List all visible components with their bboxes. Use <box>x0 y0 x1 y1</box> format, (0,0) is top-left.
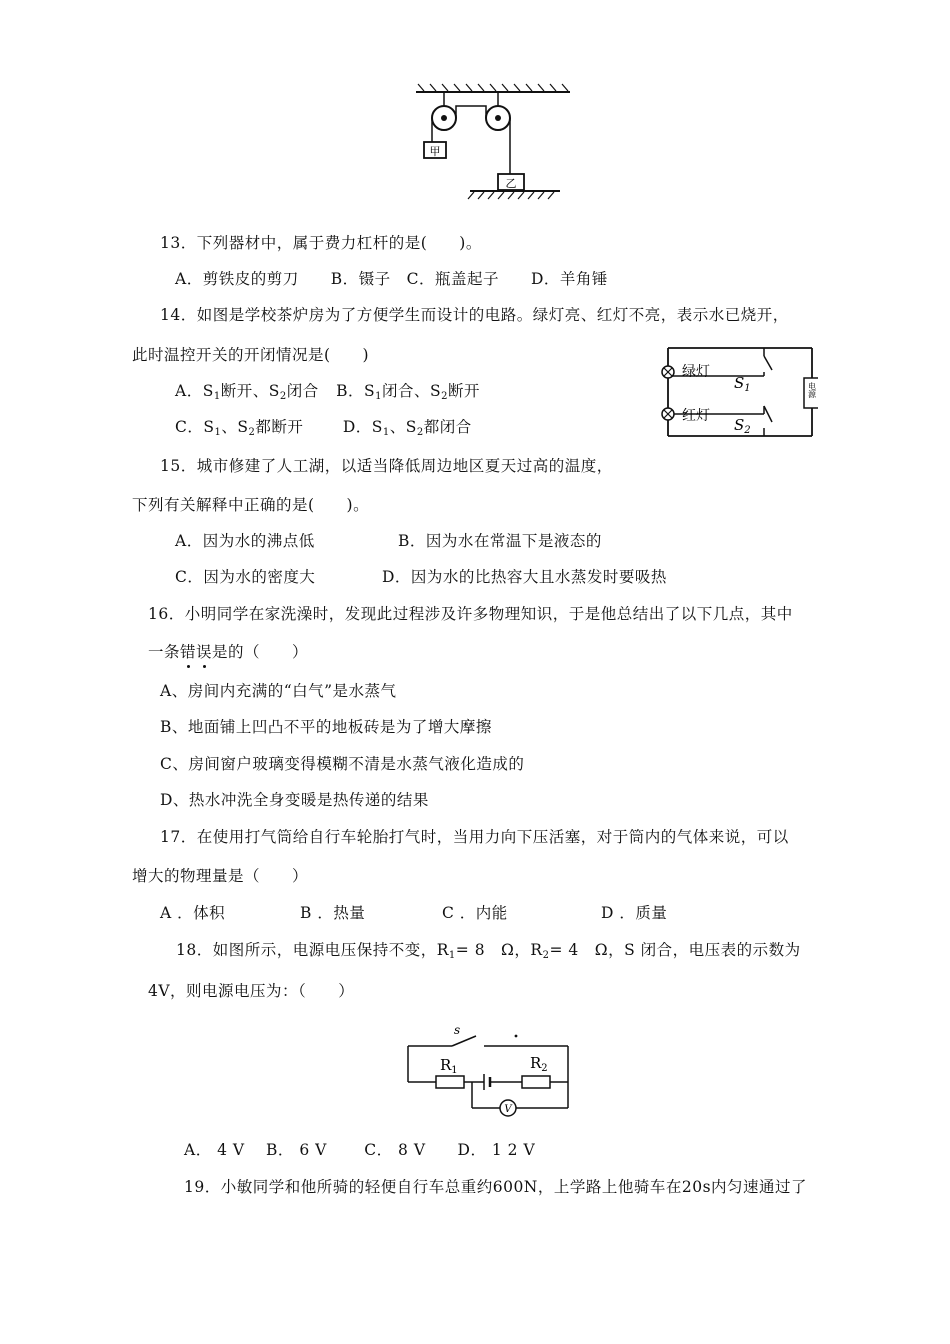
q14-stem-line2: 此时温控开关的开闭情况是( ) <box>132 346 370 364</box>
q14-options-cd <box>175 417 472 443</box>
q18-stem-line2: 4V，则电源电压为：（ ） <box>148 982 355 1000</box>
q16-option-d: D、热水冲洗全身变暖是热传递的结果 <box>160 791 429 809</box>
q14-red-lamp-label: 红灯 <box>682 408 710 424</box>
q15-option-c: C．因为水的密度大 <box>175 568 316 586</box>
q15-option-a: A．因为水的沸点低 <box>175 532 315 550</box>
q19-stem-line1: 19．小敏同学和他所骑的轻便自行车总重约600N，上学路上他骑车在20s内匀速通过了 <box>184 1178 808 1196</box>
pulley-label-yi: 乙 <box>505 177 517 190</box>
q13-options: A．剪铁皮的剪刀 B．镊子 C．瓶盖起子 D．羊角锤 <box>175 270 608 288</box>
q14-green-lamp-label: 绿灯 <box>682 364 710 380</box>
q14-circuit-figure <box>658 344 818 440</box>
q18-stem-line1: 18．如图所示，电源电压保持不变，$R_1= 8$ Ω，$R_2= 4$ Ω，S 闭合，电压表的示数为 <box>176 941 801 961</box>
q14-options-ab <box>175 381 480 407</box>
q17-option-b: B ．热量 <box>300 904 366 922</box>
q16-option-c: C、房间窗户玻璃变得模糊不清是水蒸气液化造成的 <box>160 755 525 773</box>
q14-s2-label: $S_2$ <box>734 416 751 436</box>
q17-option-c: C ．内能 <box>442 904 508 922</box>
q18-options: A． 4 V B． 6 V C． 8 V D． 1 2 V <box>184 1141 536 1159</box>
q14-option-b: B．$S_1$闭合、$S_2$断开 <box>336 382 481 402</box>
q18-r2-label: $R_2$ <box>530 1054 548 1074</box>
q16-option-a: A、房间内充满的“白气”是水蒸气 <box>160 682 397 700</box>
q14-power-label: 电源 <box>807 382 817 398</box>
q16-option-b: B、地面铺上凹凸不平的地板砖是为了增大摩擦 <box>160 718 492 736</box>
q15-option-d: D．因为水的比热容大且水蒸发时要吸热 <box>382 568 667 586</box>
q18-voltmeter-label: V <box>504 1104 512 1115</box>
q13-stem: 13．下列器材中，属于费力杠杆的是( )。 <box>160 234 482 252</box>
q14-s1-label: $S_1$ <box>734 374 751 394</box>
q16-stem-line1: 16．小明同学在家洗澡时，发现此过程涉及许多物理知识，于是他总结出了以下几点，其中 <box>148 605 793 623</box>
pulley-label-jia: 甲 <box>429 145 441 158</box>
q17-option-d: D ．质量 <box>601 904 668 922</box>
q18-switch-label: s <box>454 1024 461 1037</box>
q17-stem-line2: 增大的物理量是（ ） <box>132 867 309 885</box>
q16-stem-line2: 一条错误是的（ ） <box>148 643 309 661</box>
pulley-figure <box>410 82 580 202</box>
q14-option-d: D．$S_1$、$S_2$都闭合 <box>342 418 472 438</box>
q18-r1-label: $R_1$ <box>440 1056 458 1076</box>
q18-circuit-figure <box>404 1024 576 1120</box>
q15-stem-line2: 下列有关解释中正确的是( )。 <box>132 496 370 514</box>
q14-option-a: A．$S_1$断开、$S_2$闭合 <box>175 382 319 402</box>
q15-stem-line1: 15．城市修建了人工湖，以适当降低周边地区夏天过高的温度， <box>160 457 613 475</box>
q17-option-a: A ．体积 <box>160 904 226 922</box>
q14-stem-line1: 14．如图是学校茶炉房为了方便学生而设计的电路。绿灯亮、红灯不亮，表示水已烧开， <box>160 306 789 324</box>
q17-stem-line1: 17．在使用打气筒给自行车轮胎打气时，当用力向下压活塞，对于筒内的气体来说，可以 <box>160 828 789 846</box>
q15-option-b: B．因为水在常温下是液态的 <box>398 532 602 550</box>
q14-option-c: C．$S_1$、$S_2$都断开 <box>175 418 304 438</box>
